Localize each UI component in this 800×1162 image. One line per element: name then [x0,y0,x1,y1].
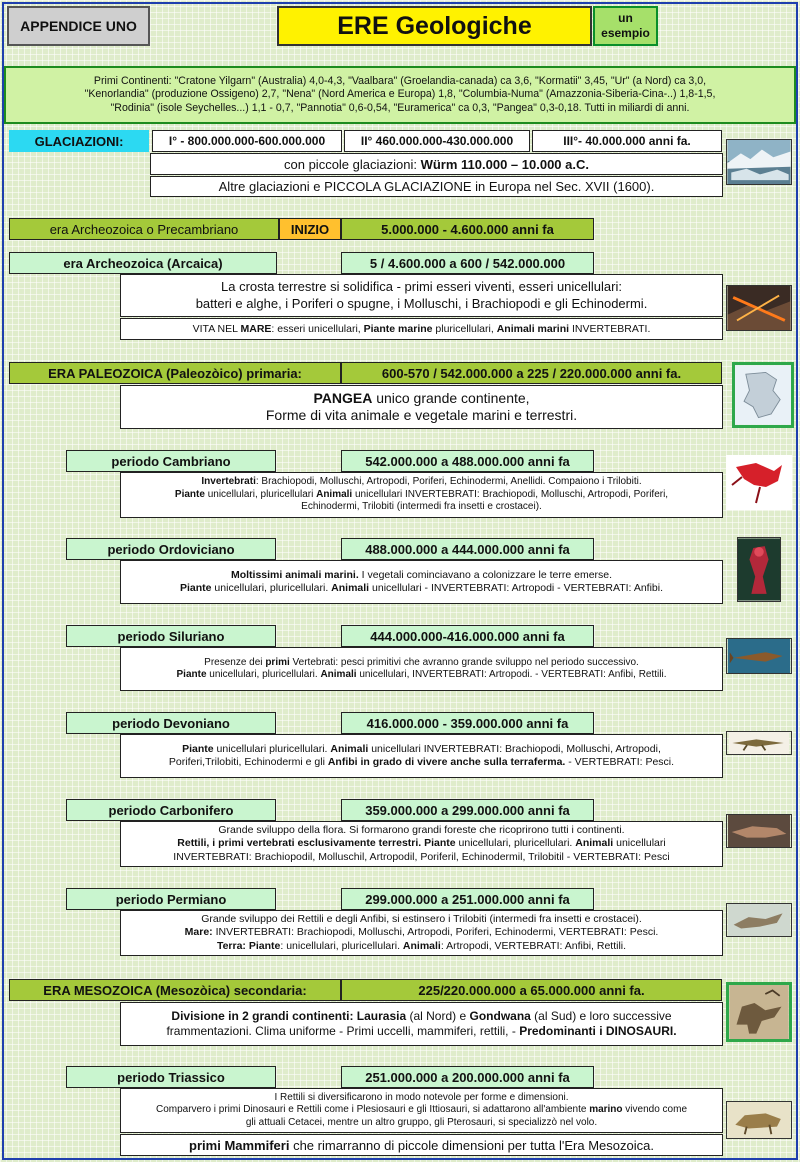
life-text-a: VITA NEL [192,323,241,335]
archeozoic-start-range-text: 5.000.000 - 4.600.000 anni fa [381,221,554,237]
cambrian-range [341,450,594,472]
other-glaciations-text: Altre glaciazioni e PICCOLA GLACIAZIONE in Europa nel Sec. XVII (1600). [218,179,655,194]
glaciation-3 [532,130,722,152]
devonian-l1c: Animali [330,742,369,755]
carboniferous-l2b: unicellulari, pluricellulari. [455,837,576,850]
triassic-range [341,1066,594,1088]
ordovician-label-text: periodo Ordoviciano [107,541,235,557]
paleozoic-range-text: 600-570 / 542.000.000 a 225 / 220.000.000 anni fa. [381,365,682,381]
archeozoic-description [120,274,723,317]
permian-reptile-image [726,903,792,937]
silurian-l2a: Piante [176,669,207,680]
triassic-range-text: 251.000.000 a 200.000.000 anni fa [365,1069,570,1085]
triassic-mammals [120,1134,723,1156]
cambrian-description [120,472,723,518]
triassic-description [120,1088,723,1133]
carboniferous-l2a: Rettili, i primi vertebrati esclusivamente terrestri. Piante [177,837,456,850]
life-text-g: INVERTEBRATI. [569,323,651,335]
volcano-image [726,285,792,331]
triassic-l1: I Rettili si diversificarono in modo notevole per forme e dimensioni. [274,1091,569,1103]
permian-l3a: Terra: Piante [216,939,281,952]
cambrian-l2a: Piante [174,488,205,500]
triassic-l2a: Comparvero i primi Dinosauri e Rettili come i Plesiosauri e gli Ittiosauri, si adattarono all'ambiente [155,1104,590,1116]
permian-range [341,888,594,910]
devonian-amphibian-image [726,731,792,755]
life-text-e: pluricellulari, [432,323,497,335]
carboniferous-range-text: 359.000.000 a 299.000.000 anni fa [365,802,570,818]
carboniferous-label-text: periodo Carbonifero [108,802,234,818]
triassic-l4b: che rimarranno di piccole dimensioni per tutta l'Era Mesozoica. [289,1137,654,1153]
continents-line1: Primi Continenti: "Cratone Yilgarn" (Australia) 4,0-4,3, "Vaalbara" (Groelandia-canada) ca 3,6, "Kormatii" 3,45, "Ur" (a Nord) ca 3,0, [93,75,707,88]
devonian-description [120,734,723,778]
glaciations-label-text: GLACIAZIONI: [34,133,124,149]
permian-l1: Grande sviluppo dei Rettili e degli Anfibi, si estinsero i Trilobiti (intermedi fra insetti e crostacei). [201,913,642,926]
cambrian-creature-image [726,455,792,510]
devonian-l2a: Poriferi,Trilobiti, Echinodermi e gli [168,756,328,768]
paleozoic-label [9,362,341,384]
ordovician-l1a: Moltissimi animali marini. [230,568,359,581]
cambrian-label-text: periodo Cambriano [111,453,231,469]
pangea-map-image [732,362,794,428]
archeozoic-start-range [341,218,594,240]
cambrian-range-text: 542.000.000 a 488.000.000 anni fa [365,453,570,469]
triassic-l3: gli attuali Cetacei, mentre un altro gruppo, gli Pterosauri, si specializzò nel volo. [245,1116,598,1128]
other-glaciations [150,176,723,197]
silurian-label-text: periodo Siluriano [117,628,225,644]
paleozoic-desc-line2: Forme di vita animale e vegetale marini e terrestri. [265,407,578,423]
cambrian-l3: Echinodermi, Trilobiti (intermedi fra insetti e crostacei). [301,501,542,513]
glacier-image [726,139,792,185]
mesozoic-description [120,1002,723,1046]
archeozoic-life [120,318,723,340]
devonian-l2c: - VERTEBRATI: Pesci. [565,756,675,768]
archeozoic-start-label-text: era Archeozoica o Precambriano [49,221,239,237]
mesozoic-label [9,979,341,1001]
ordovician-l2d: unicellulari - INVERTEBRATI: Artropodi - VERTEBRATI: Anfibi. [369,582,663,594]
small-glaciations-prefix: con piccole glaciazioni: [284,156,417,172]
carboniferous-l2c: Animali [575,837,614,850]
title-text: ERE Geologiche [337,11,532,40]
triassic-l2b: marino [589,1104,623,1116]
triassic-l4a: primi Mammiferi [189,1137,290,1153]
start-badge [279,218,341,240]
silurian-range [341,625,594,647]
permian-l2a: Mare: [184,926,213,939]
cambrian-l2d: unicellulari INVERTEBRATI: Brachiopodi, Molluschi, Artropodi, Poriferi, [352,488,669,500]
triassic-label-text: periodo Triassico [117,1069,225,1085]
devonian-label [66,712,276,734]
cambrian-label [66,450,276,472]
permian-l2b: INVERTEBRATI: Brachiopodi, Molluschi, Artropodi, Poriferi, Echinodermi, VERTEBRATI: Pesci. [212,926,659,939]
ordovician-range-text: 488.000.000 a 444.000.000 anni fa [365,541,570,557]
example-line1: un [618,11,633,25]
carboniferous-l2d: unicellulari [613,837,666,850]
ordovician-range [341,538,594,560]
mesozoic-l1a: Divisione in 2 grandi continenti: Laurasia [171,1009,407,1023]
silurian-l1b: primi [265,656,290,668]
silurian-l2b: unicellulari, pluricellulari. [206,669,321,680]
page-title [277,6,592,46]
carboniferous-description [120,821,723,867]
example-badge [593,6,658,46]
glaciation-1 [152,130,342,152]
example-line2: esempio [601,26,650,40]
glaciation-1-text: I° - 800.000.000-600.000.000 [168,134,326,148]
devonian-range-text: 416.000.000 - 359.000.000 anni fa [366,715,569,731]
permian-description [120,910,723,956]
mesozoic-l1c: Gondwana [469,1009,531,1023]
carboniferous-l1: Grande sviluppo della flora. Si formarono grandi foreste che ricoprirono tutti i continenti. [218,824,625,837]
triassic-l2c: vivendo come [622,1104,688,1116]
appendix-label [7,6,150,46]
glaciation-2-text: II° 460.000.000-430.000.000 [360,134,514,148]
glaciations-label [9,130,149,152]
life-text-b: MARE [240,323,272,335]
devonian-l1d: unicellulari INVERTEBRATI: Brachiopodi, Molluschi, Artropodi, [368,742,661,755]
silurian-l1c: Vertebrati: pesci primitivi che avranno grande sviluppo nel periodo successivo. [289,656,639,668]
devonian-l2b: Anfibi in grado di vivere anche sulla terraferma. [327,756,566,768]
permian-l3c: Animali [402,939,441,952]
archeozoic-desc-line2: batteri e alghe, i Poriferi o spugne, i Molluschi, i Brachiopodi e gli Echinodermi. [195,295,648,311]
silurian-description [120,647,723,691]
permian-l3d: : Artropodi, VERTEBRATI: Anfibi, Rettili. [440,939,627,952]
carboniferous-label [66,799,276,821]
cambrian-l1b: : Brachiopodi, Molluschi, Artropodi, Poriferi, Echinodermi, Anellidi. Compaiono i Trilobiti. [255,476,642,488]
ordovician-l2c: Animali [331,582,370,594]
archeozoic-range-text: 5 / 4.600.000 a 600 / 542.000.000 [369,255,566,271]
silurian-l2c: Animali [320,669,357,680]
paleozoic-label-text: ERA PALEOZOICA (Paleozòico) primaria: [48,365,302,381]
silurian-l2d: unicellulari, INVERTEBRATI: Artropodi. - VERTEBRATI: Anfibi, Rettili. [356,669,667,680]
life-text-f: Animali marini [496,323,570,335]
life-text-d: Piante marine [363,323,433,335]
archeozoic-start-label [9,218,279,240]
cambrian-l2c: Animali [316,488,353,500]
archeozoic-label-text: era Archeozoica (Arcaica) [63,255,223,271]
triassic-label [66,1066,276,1088]
devonian-range [341,712,594,734]
devonian-label-text: periodo Devoniano [112,715,230,731]
carboniferous-range [341,799,594,821]
cambrian-l1a: Invertebrati [201,476,256,488]
small-glaciations-bold: Würm 110.000 – 10.000 a.C. [420,156,589,172]
ordovician-l2b: unicellulari, pluricellulari. [211,582,332,594]
paleozoic-description [120,385,723,429]
silurian-range-text: 444.000.000-416.000.000 anni fa [370,628,565,644]
carboniferous-l3: INVERTEBRATI: Brachiopodil, Molluschil, Artropodil, Poriferil, Echinodermil, Trilobitil - VERTEBRATI: Pesci [173,850,670,863]
mesozoic-l1b: (al Nord) e [406,1009,470,1023]
archeozoic-label [9,252,277,274]
silurian-label [66,625,276,647]
mammal-image [726,1101,792,1139]
continents-panel [4,66,796,124]
continents-line2: "Kenorlandia" (produzione Ossigeno) 2,7, "Nena" (Nord America e Europa) 1,8, "Columbia-Numa" (Amazzonia-Siberia-Cina-..) 1,8-1,5, [84,88,716,101]
carboniferous-reptile-image [726,814,792,848]
permian-l3b: : unicellulari, pluricellulari. [280,939,403,952]
devonian-l1a: Piante [182,742,214,755]
continents-line3: "Rodinia" (isole Seychelles...) 1,1 - 0,7, "Pannotia" 0,6-0,54, "Euramerica" ca 0,3, "Pangea" 0,3-0,18. Tutti in miliardi di anni. [110,101,690,114]
small-glaciations [150,153,723,175]
mesozoic-l2b: Predominanti i DINOSAURI. [519,1024,677,1038]
devonian-l1b: unicellulari pluricellulari. [213,742,331,755]
ordovician-l1b: I vegetali cominciavano a colonizzare le terre emerse. [358,568,613,581]
ordovician-l2a: Piante [180,582,212,594]
paleozoic-range [341,362,722,384]
mesozoic-label-text: ERA MESOZOICA (Mesozòica) secondaria: [43,982,307,998]
permian-label-text: periodo Permiano [115,891,227,907]
mesozoic-l2a: frammentazioni. Clima uniforme - Primi uccelli, mammiferi, rettili, - [166,1024,520,1038]
glaciation-2 [344,130,530,152]
start-badge-text: INIZIO [290,221,330,237]
glaciation-3-text: III°- 40.000.000 anni fa. [563,134,691,148]
permian-range-text: 299.000.000 a 251.000.000 anni fa [365,891,570,907]
pangea-rest: unico grande continente, [372,389,530,406]
archeozoic-desc-line1: La crosta terrestre si solidifica - primi esseri viventi, esseri unicellulari: [221,279,622,295]
mesozoic-range [341,979,722,1001]
silurian-fish-image [726,638,792,674]
ordovician-creature-image [737,537,781,602]
pangea-bold: PANGEA [313,389,373,406]
ordovician-label [66,538,276,560]
permian-label [66,888,276,910]
dinosaur-image [726,982,792,1042]
cambrian-l2b: unicellulari, pluricellulari [204,488,317,500]
mesozoic-range-text: 225/220.000.000 a 65.000.000 anni fa. [418,982,645,998]
life-text-c: : esseri unicellulari, [271,323,364,335]
mesozoic-l1d: (al Sud) e loro successive [530,1009,672,1023]
appendix-text: APPENDICE UNO [20,18,137,34]
silurian-l1a: Presenze dei [204,656,266,668]
archeozoic-range [341,252,594,274]
ordovician-description [120,560,723,604]
